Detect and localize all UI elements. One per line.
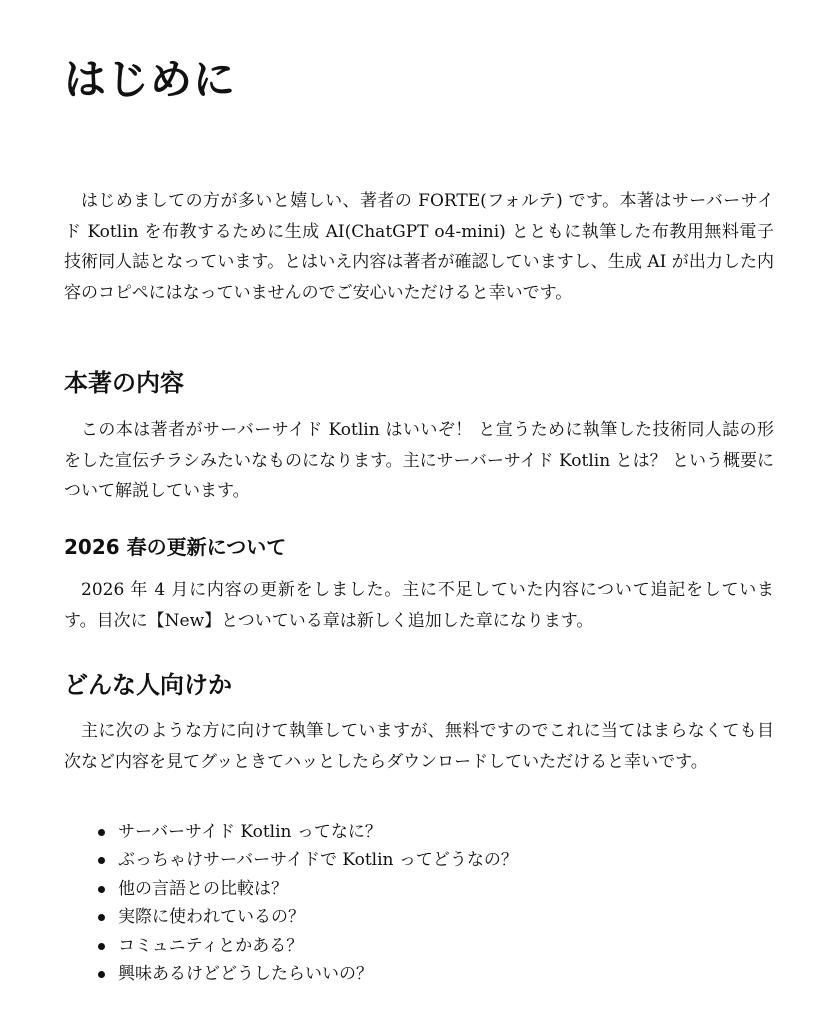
bullet-icon	[98, 971, 105, 978]
list-item	[64, 903, 774, 931]
list-item-text: サーバーサイド Kotlin ってなに？	[118, 822, 382, 842]
list-item	[64, 875, 774, 903]
bullet-icon	[98, 829, 105, 836]
list-item	[64, 960, 774, 988]
contents-paragraph: この本は著者がサーバーサイド Kotlin はいいぞ！ と宣うために執筆した技術同人誌の形をした宣伝チラシみたいなものになります。主にサーバーサイド Kotlin とは？ という概要について解説しています。	[64, 420, 774, 501]
audience-paragraph: 主に次のような方に向けて執筆していますが、無料ですのでこれに当てはまらなくても目次など内容を見てグッときてハッとしたらダウンロードしていただけると幸いです。	[64, 721, 774, 772]
bullet-icon	[98, 914, 105, 921]
list-item-text: ぶっちゃけサーバーサイドで Kotlin ってどうなの？	[118, 850, 518, 871]
update-paragraph: 2026 年 4 月に内容の更新をしました。主に不足していた内容について追記をしています。目次に【New】とついている章は新しく追加した章になります。	[64, 580, 774, 631]
section-heading-update: 2026 春の更新について	[64, 535, 287, 559]
list-item-text: 実際に使われているの？	[118, 907, 305, 928]
list-item	[64, 932, 774, 960]
list-item	[64, 846, 774, 874]
bullet-icon	[98, 857, 105, 864]
list-item-text: 他の言語との比較は？	[118, 878, 288, 899]
bullet-icon	[98, 886, 105, 893]
list-item-text: コミュニティとかある？	[118, 935, 304, 956]
section-heading-contents: 本著の内容	[64, 369, 184, 397]
page-title: はじめに	[64, 55, 237, 104]
audience-list	[64, 818, 774, 988]
section-heading-audience: どんな人向けか	[64, 671, 232, 699]
list-item-text: 興味あるけどどうしたらいいの？	[118, 964, 373, 985]
intro-paragraph: はじめましての方が多いと嬉しい、著者の FORTE(フォルテ) です。本著はサーバーサイド Kotlin を布教するために生成 AI(ChatGPT o4-mini) とともに執筆した布教用無料電子技術同人誌となっています。とはいえ内容は著者が確認していますし、生成 AI が出力した内容のコピペにはなっていませんのでご安心いただけると幸いです。	[64, 191, 774, 303]
bullet-icon	[98, 943, 105, 950]
list-item	[64, 818, 774, 846]
